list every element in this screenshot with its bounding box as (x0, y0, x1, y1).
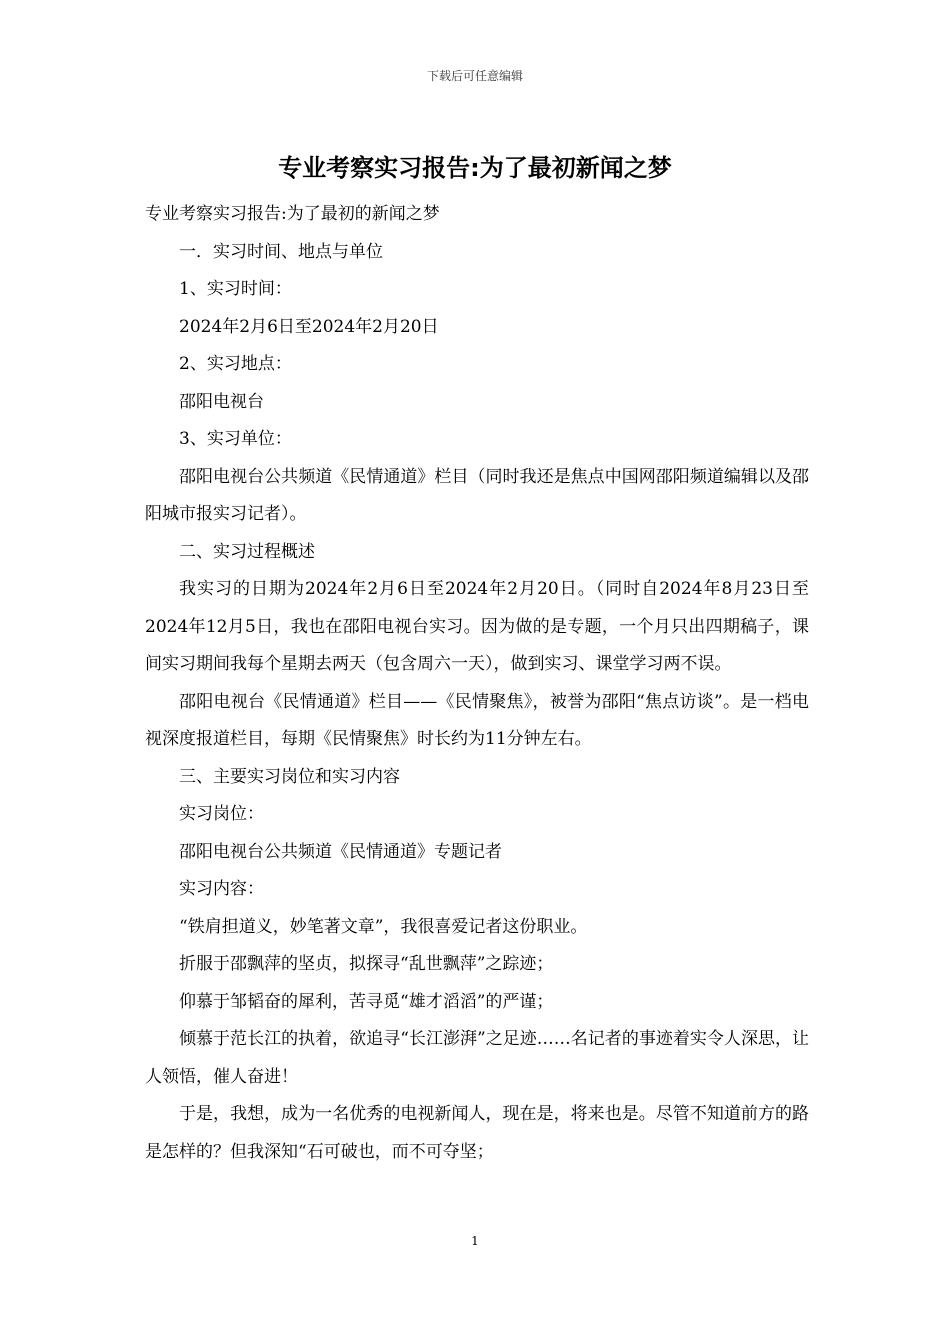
section-heading-1: 一．实习时间、地点与单位 (179, 241, 383, 262)
paragraph: 仰慕于邹韬奋的犀利，苦寻觅“雄才滔滔”的严谨； (179, 991, 554, 1012)
paragraph: 邵阳电视台公共频道《民情通道》栏目（同时我还是焦点中国网邵阳频道编辑以及邵阳城市报实习记者）。 (145, 466, 809, 524)
paragraph: 折服于邵飘萍的坚贞，拟探寻“乱世飘萍”之踪迹； (179, 954, 554, 974)
paragraph: 于是，我想，成为一名优秀的电视新闻人，现在是，将来也是。尽管不知道前方的路是怎样的？但我深知“石可破也，而不可夺坚； (145, 1104, 809, 1162)
paragraph: 邵阳电视台《民情通道》栏目——《民情聚焦》，被誉为邵阳“焦点访谈”。是一档电视深度报道栏目，每期《民情聚焦》时长约为11分钟左右。 (145, 691, 809, 749)
paragraph: “铁肩担道义，妙笔著文章”，我很喜爱记者这份职业。 (179, 916, 588, 937)
page-header: 下载后可任意编辑 (426, 69, 523, 83)
paragraph: 实习岗位： (179, 804, 264, 824)
document-title: 专业考察实习报告:为了最初新闻之梦 (278, 154, 672, 182)
paragraph: 邵阳电视台公共频道《民情通道》专题记者 (179, 841, 502, 862)
paragraph: 倾慕于范长江的执着，欲追寻“长江澎湃”之足迹……名记者的事迹着实令人深思，让人领悟，催人奋进！ (145, 1029, 809, 1087)
section-heading-2: 二、实习过程概述 (179, 541, 315, 562)
document-body (145, 196, 809, 1171)
paragraph-subtitle: 专业考察实习报告:为了最初的新闻之梦 (145, 204, 440, 224)
paragraph: 邵阳电视台 (179, 391, 264, 412)
paragraph: 3、实习单位： (179, 429, 292, 449)
paragraph: 我实习的日期为2024年2月6日至2024年2月20日。（同时自2024年8月23日至2024年12月5日，我也在邵阳电视台实习。因为做的是专题，一个月只出四期稿子，课间实习期间我每个星期去两天（包含周六一天），做到实习、课堂学习两不误。 (145, 579, 809, 674)
paragraph: 2024年2月6日至2024年2月20日 (179, 316, 439, 337)
paragraph: 实习内容： (179, 879, 264, 899)
section-heading-3: 三、主要实习岗位和实习内容 (179, 766, 400, 787)
paragraph: 1、实习时间： (179, 279, 292, 299)
page-number: 1 (471, 1234, 479, 1248)
paragraph: 2、实习地点： (179, 354, 292, 374)
